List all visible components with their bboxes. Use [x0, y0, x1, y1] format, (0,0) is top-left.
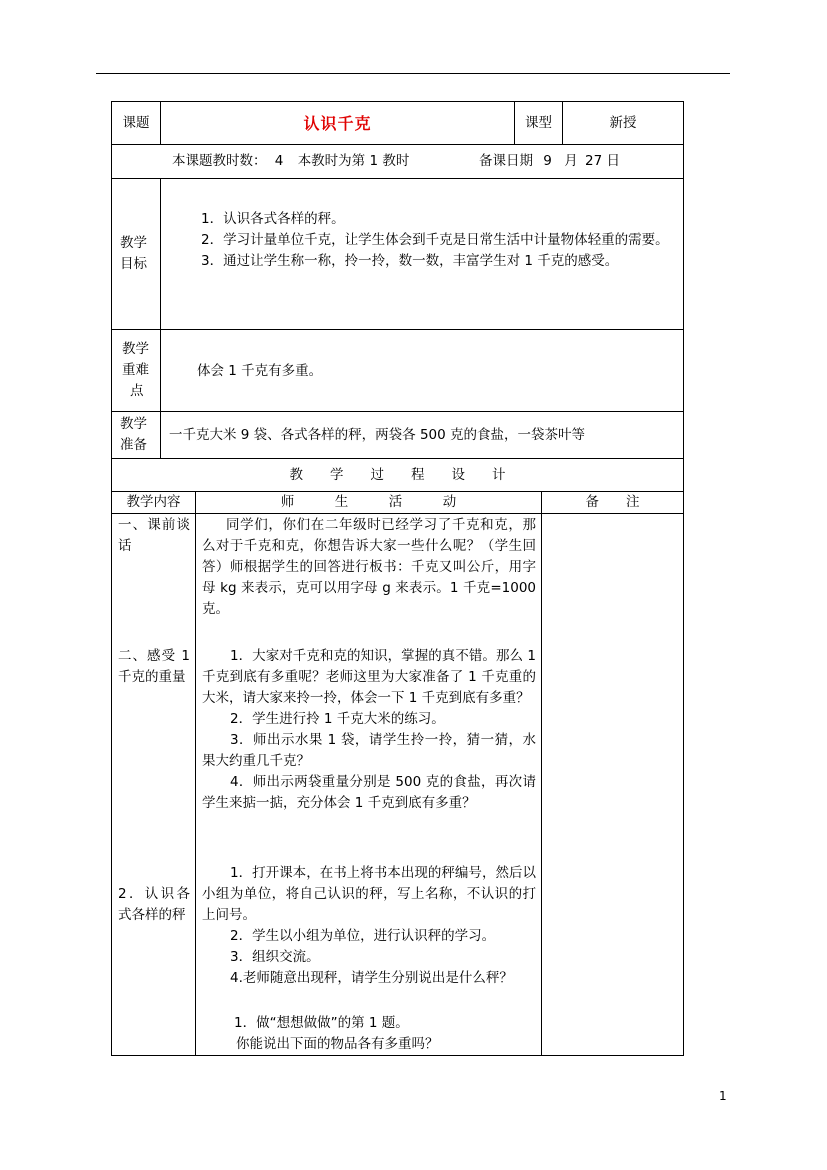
type-label: 课型	[525, 114, 552, 131]
activity-paragraph: 1．大家对千克和克的知识，掌握的真不错。那么 1 千克到底有多重呢？老师这里为大家准备了 1 千克重的大米，请大家来拎一拎，体会一下 1 千克到底有多重？	[202, 648, 536, 706]
schedule-prep-date: 备课日期 9 月 27 日	[479, 153, 620, 169]
topic-label-cell	[111, 101, 161, 145]
lesson-title: 认识千克	[303, 113, 372, 133]
preparation-text: 一千克大米 9 袋、各式各样的秤，两袋各 500 克的食盐，一袋茶叶等	[169, 427, 586, 443]
process-title-cell	[111, 458, 684, 492]
header-rule	[96, 73, 730, 74]
objective-item: 3．通过让学生称一称，拎一拎，数一数，丰富学生对 1 千克的感受。	[201, 253, 619, 269]
activity-paragraph: 2．学生进行拎 1 千克大米的练习。	[230, 711, 445, 727]
section-label: 一、课前谈话	[118, 517, 190, 554]
type-value-cell	[562, 101, 684, 145]
section-activity	[202, 863, 536, 989]
objective-item: 2．学习计量单位千克，让学生体会到千克是日常生活中计量物体轻重的需要。	[201, 232, 669, 248]
difficulty-text: 体会 1 千克有多重。	[197, 363, 323, 379]
exercise-line: 1．做“想想做做”的第 1 题。	[234, 1015, 409, 1031]
content-column	[111, 513, 196, 1056]
objective-item: 1．认识各式各样的秤。	[201, 211, 345, 227]
activity-paragraph: 同学们，你们在二年级时已经学习了千克和克，那么对于千克和克，你想告诉大家一些什么呢？（学生回答）师根据学生的回答进行板书：千克又叫公斤，用字母 kg 来表示，克可以用字母 g 来表示。1 千克=1000 克。	[202, 517, 536, 617]
col-content-header: 教学内容	[111, 491, 196, 514]
difficulty-label-cell: 教学 重难 点	[111, 329, 161, 412]
activity-paragraph: 3．师出示水果 1 袋，请学生拎一拎，猜一猜，水果大约重几千克？	[202, 732, 536, 769]
section-activity	[202, 515, 536, 620]
col-activity-header: 师 生 活 动	[195, 491, 542, 514]
process-title: 教 学 过 程 设 计	[289, 466, 506, 483]
preparation-content-cell	[160, 411, 684, 459]
exercise-line: 你能说出下面的物品各有多重吗？	[236, 1036, 439, 1052]
schedule-row	[111, 144, 684, 179]
activity-paragraph: 2．学生以小组为单位，进行认识秤的学习。	[230, 928, 496, 944]
activity-paragraph: 3．组织交流。	[230, 949, 320, 965]
topic-value-cell	[160, 101, 515, 145]
topic-label: 课题	[122, 114, 150, 131]
activity-paragraph: 1．打开课本，在书上将书本出现的秤编号，然后以小组为单位，将自己认识的秤，写上名称，不认识的打上问号。	[202, 865, 536, 923]
type-value: 新授	[609, 114, 637, 131]
objectives-content-cell	[160, 178, 684, 330]
exercise-block	[202, 1013, 536, 1055]
page-number: 1	[719, 1089, 727, 1103]
notes-column	[541, 513, 684, 1056]
activity-paragraph: 4.老师随意出现秤，请学生分别说出是什么秤？	[230, 970, 513, 986]
section-label: 2．认识各式各样的秤	[118, 886, 190, 923]
section-label: 二、感受 1 千克的重量	[118, 648, 190, 685]
objectives-label-cell: 教学 目标	[111, 178, 161, 330]
section-activity	[202, 646, 536, 814]
activity-paragraph: 4．师出示两袋重量分别是 500 克的食盐，再次请学生来掂一掂，充分体会 1 千克到底有多重？	[202, 774, 536, 811]
difficulty-content-cell	[160, 329, 684, 412]
schedule-periods: 本课题教时数： 4 本教时为第 1 教时	[172, 153, 410, 169]
col-notes-header: 备 注	[541, 491, 684, 514]
type-label-cell	[514, 101, 563, 145]
preparation-label-cell: 教学 准备	[111, 411, 161, 459]
